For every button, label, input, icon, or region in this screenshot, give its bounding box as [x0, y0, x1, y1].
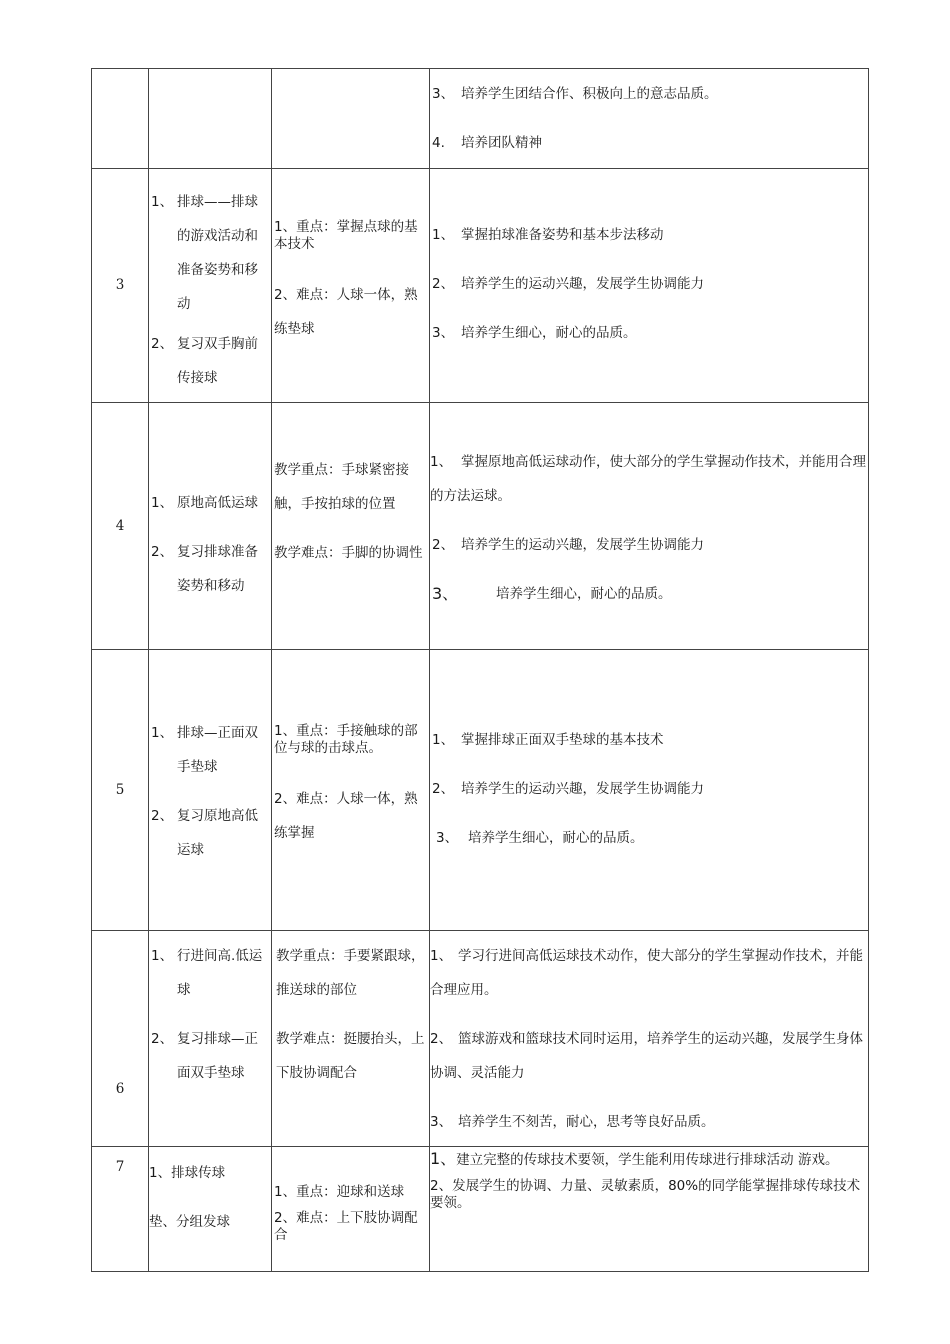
content-cell — [149, 169, 272, 403]
objective-item: 1、 掌握原地高低运球动作，使大部分的学生掌握动作技术，并能用合理的方法运球。 — [430, 454, 866, 504]
key-points-cell — [272, 931, 430, 1147]
lesson-number: 5 — [92, 650, 149, 931]
content-cell — [149, 69, 272, 169]
objective-item: 1、 学习行进间高低运球技术动作，使大部分的学生掌握动作技术，并能合理应用。 — [430, 948, 863, 998]
key-points-cell — [272, 169, 430, 403]
content-item: 1、 原地高低运球 — [151, 495, 258, 511]
content-item: 1、排球传球 — [149, 1165, 226, 1181]
objectives-cell — [430, 69, 869, 169]
lesson-number: 3 — [92, 169, 149, 403]
objective-item: 3、 培养学生不刻苦，耐心，思考等良好品质。 — [430, 1114, 715, 1130]
objective-item: 1、 掌握排球正面双手垫球的基本技术 — [432, 732, 664, 748]
content-item: 2、 复习排球准备姿势和移动 — [151, 544, 258, 594]
objectives-cell — [430, 931, 869, 1147]
content-item: 1、 排球—正面双手垫球 — [151, 725, 258, 775]
objective-item: 2、发展学生的协调、力量、灵敏素质，80%的同学能掌握排球传球技术要领。 — [430, 1178, 861, 1211]
objective-item: 3、 培养学生细心，耐心的品质。 — [432, 325, 637, 341]
objective-item: 3、 培养学生细心，耐心的品质。 — [436, 830, 644, 846]
key-point: 教学重点：手球紧密接触，手按拍球的位置 — [274, 462, 409, 512]
content-item: 1、 行进间高.低运球 — [151, 948, 263, 998]
lesson-number — [92, 69, 149, 169]
content-item: 2、 复习排球—正面双手垫球 — [151, 1031, 258, 1081]
difficulty-point: 教学难点：手脚的协调性 — [274, 545, 423, 561]
difficulty-point: 2、难点：人球一体，熟练掌握 — [274, 791, 418, 841]
objective-item: 2、 培养学生的运动兴趣，发展学生协调能力 — [432, 781, 704, 797]
objective-item: 2、 篮球游戏和篮球技术同时运用，培养学生的运动兴趣，发展学生身体协调、灵活能力 — [430, 1031, 863, 1081]
table-row — [92, 403, 869, 650]
key-point: 1、重点：迎球和送球 — [274, 1184, 405, 1200]
content-cell — [149, 931, 272, 1147]
table-row — [92, 650, 869, 931]
key-point: 1、重点：手接触球的部位与球的击球点。 — [274, 723, 418, 756]
content-cell — [149, 403, 272, 650]
difficulty-point: 2、难点：人球一体，熟练垫球 — [274, 287, 418, 337]
objective-item: 3、 培养学生团结合作、积极向上的意志品质。 — [432, 86, 718, 102]
table-row — [92, 1147, 869, 1272]
lesson-number: 4 — [92, 403, 149, 650]
lesson-plan-table — [91, 68, 869, 1272]
objectives-cell — [430, 169, 869, 403]
lesson-number: 6 — [92, 931, 149, 1147]
objectives-cell — [430, 1147, 869, 1272]
content-item: 垫、分组发球 — [149, 1214, 230, 1230]
content-item: 1、 排球——排球的游戏活动和准备姿势和移动 — [151, 194, 258, 312]
content-item: 2、 复习原地高低运球 — [151, 808, 258, 858]
key-points-cell — [272, 69, 430, 169]
objectives-cell — [430, 403, 869, 650]
content-cell — [149, 1147, 272, 1272]
table-row — [92, 931, 869, 1147]
content-cell — [149, 650, 272, 931]
table-row — [92, 69, 869, 169]
key-point: 1、重点：掌握点球的基本技术 — [274, 219, 418, 252]
objective-item: 4. 培养团队精神 — [432, 135, 542, 151]
key-points-cell — [272, 403, 430, 650]
objectives-cell — [430, 650, 869, 931]
lesson-number: 7 — [92, 1147, 149, 1272]
content-item: 2、 复习双手胸前传接球 — [151, 336, 258, 386]
objective-item: 1、 掌握拍球准备姿势和基本步法移动 — [432, 227, 664, 243]
table-row — [92, 169, 869, 403]
difficulty-point: 教学难点：挺腰抬头，上下肢协调配合 — [276, 1031, 425, 1081]
objective-item: 2、 培养学生的运动兴趣，发展学生协调能力 — [432, 537, 704, 553]
objective-item: 1、建立完整的传球技术要领，学生能利用传球进行排球活动 游戏。 — [430, 1149, 839, 1168]
difficulty-point: 2、难点：上下肢协调配合 — [274, 1210, 418, 1243]
key-point: 教学重点：手要紧跟球，推送球的部位 — [276, 948, 425, 998]
key-points-cell — [272, 1147, 430, 1272]
objective-item: 3、 培养学生细心，耐心的品质。 — [432, 584, 672, 603]
objective-item: 2、 培养学生的运动兴趣，发展学生协调能力 — [432, 276, 704, 292]
key-points-cell — [272, 650, 430, 931]
